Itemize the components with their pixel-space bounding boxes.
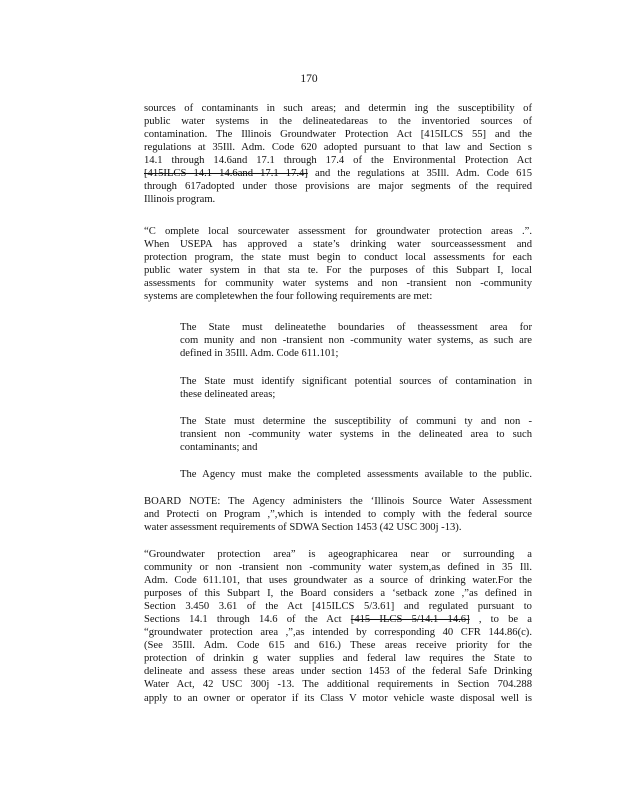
requirement-item-3 (180, 415, 532, 454)
text-line: sources of contaminants in such areas; and determin ing the susceptibility of (144, 103, 532, 114)
text-line: protection of drinkin g water supplies and federal law requires the State to (144, 653, 532, 665)
struck-citation: [415 ILCS 5/14.1 14.6] (350, 614, 470, 626)
text-line: regulations at 35Ill. Adm. Code 620 adopted pursuant to that law and Section s (144, 142, 532, 154)
text-line (144, 600, 532, 613)
text-line: assessments for community water systems and non -transient non -community (144, 278, 532, 290)
text-line: Illinois program. (144, 194, 216, 206)
text-segment: 3.450 3.61 of the Act [415ILCS 5/3.61] and regulated pursuant to (185, 601, 532, 613)
text-line: through 617adopted under those provisions are major segments of the required (144, 181, 532, 193)
text-line: and Protecti on Program ,”,which is intended to comply with the federal source (144, 509, 532, 521)
text-line: When USEPA has approved a state’s drinking water sourceassessment and (144, 239, 532, 251)
page-number: 170 (300, 73, 318, 85)
text-line: The State must determine the susceptibility of communi ty and non - (180, 416, 532, 427)
text-line: 14.1 through 14.6and 17.1 through 17.4 of the Environmental Protection Act (144, 155, 532, 167)
text-line: “Groundwater protection area” is ageographicarea near or surrounding a (144, 549, 532, 560)
text-line (144, 167, 532, 180)
paragraph-complete-local-assessment (144, 225, 532, 303)
text-line: delineate and assess these areas under section 1453 of the federal Safe Drinking (144, 666, 532, 678)
paragraph-sources-of-contaminants (144, 102, 532, 206)
requirement-item-1 (180, 321, 532, 360)
text-line: defined in 35Ill. Adm. Code 611.101; (180, 348, 339, 360)
requirement-item-2 (180, 375, 532, 401)
text-line: The Agency must make the completed assessments available to the public. (180, 469, 532, 480)
text-line: BOARD NOTE: The Agency administers the ‘Illinois Source Water Assessment (144, 496, 532, 507)
text-line: contamination. The Illinois Groundwater Protection Act [415ILCS 55] and the (144, 129, 532, 141)
text-line: community or non -transient non -community water system,as defined in 35 Ill. (144, 562, 532, 574)
text-line: purposes of this Subpart I, the Board considers a ‘setback zone ,”as defined in (144, 588, 532, 600)
text-segment: Sections 14.1 through 14.6 of the Act (144, 614, 351, 626)
paragraph-groundwater-protection-area (144, 548, 532, 705)
text-line: contaminants; and (180, 442, 258, 454)
board-note (144, 495, 532, 534)
text-line: apply to an owner or operator if its Class V motor vehicle waste disposal well is (144, 692, 532, 704)
text-line: “groundwater protection area ,”,as intended by corresponding 40 CFR 144.86(c). (144, 627, 532, 639)
text-line: protection program, the state must begin to conduct local assessments for each (144, 252, 532, 264)
text-line: Adm. Code 611.101, that uses groundwater as a source of drinking water.For the (144, 575, 532, 587)
text-line (144, 613, 532, 626)
text-segment: , to be a (469, 614, 533, 626)
text-line: (See 35Ill. Adm. Code 615 and 616.) These areas receive priority for the (144, 640, 532, 652)
text-line: transient non -community water systems in the delineated area to such (180, 429, 532, 441)
text-line: water assessment requirements of SDWA Section 1453 (42 USC 300j -13). (144, 522, 462, 534)
text-line: The State must delineatethe boundaries of theassessment area for (180, 322, 532, 333)
text-segment: Section (144, 601, 186, 613)
text-line: “C omplete local sourcewater assessment for groundwater protection areas .”. (144, 226, 532, 237)
text-line: these delineated areas; (180, 389, 276, 401)
text-line: public water systems in the delineatedareas to the inventoried sources of (144, 116, 532, 128)
struck-citation: [415ILCS 14.1 14.6and 17.1 17.4] (144, 168, 308, 180)
text-line: com munity and non -transient non -community water systems, as such are (180, 335, 532, 347)
text-segment: and the regulations at 35Ill. Adm. Code 615 (307, 168, 533, 180)
requirement-item-4 (180, 468, 532, 481)
text-line: public water system in that sta te. For the purposes of this Subpart I, local (144, 265, 532, 277)
text-line: Water Act, 42 USC 300j -13. The additional requirements in Section 704.288 (144, 679, 532, 691)
text-line: systems are completewhen the four following requirements are met: (144, 291, 433, 303)
text-line: The State must identify significant potential sources of contamination in (180, 376, 532, 387)
